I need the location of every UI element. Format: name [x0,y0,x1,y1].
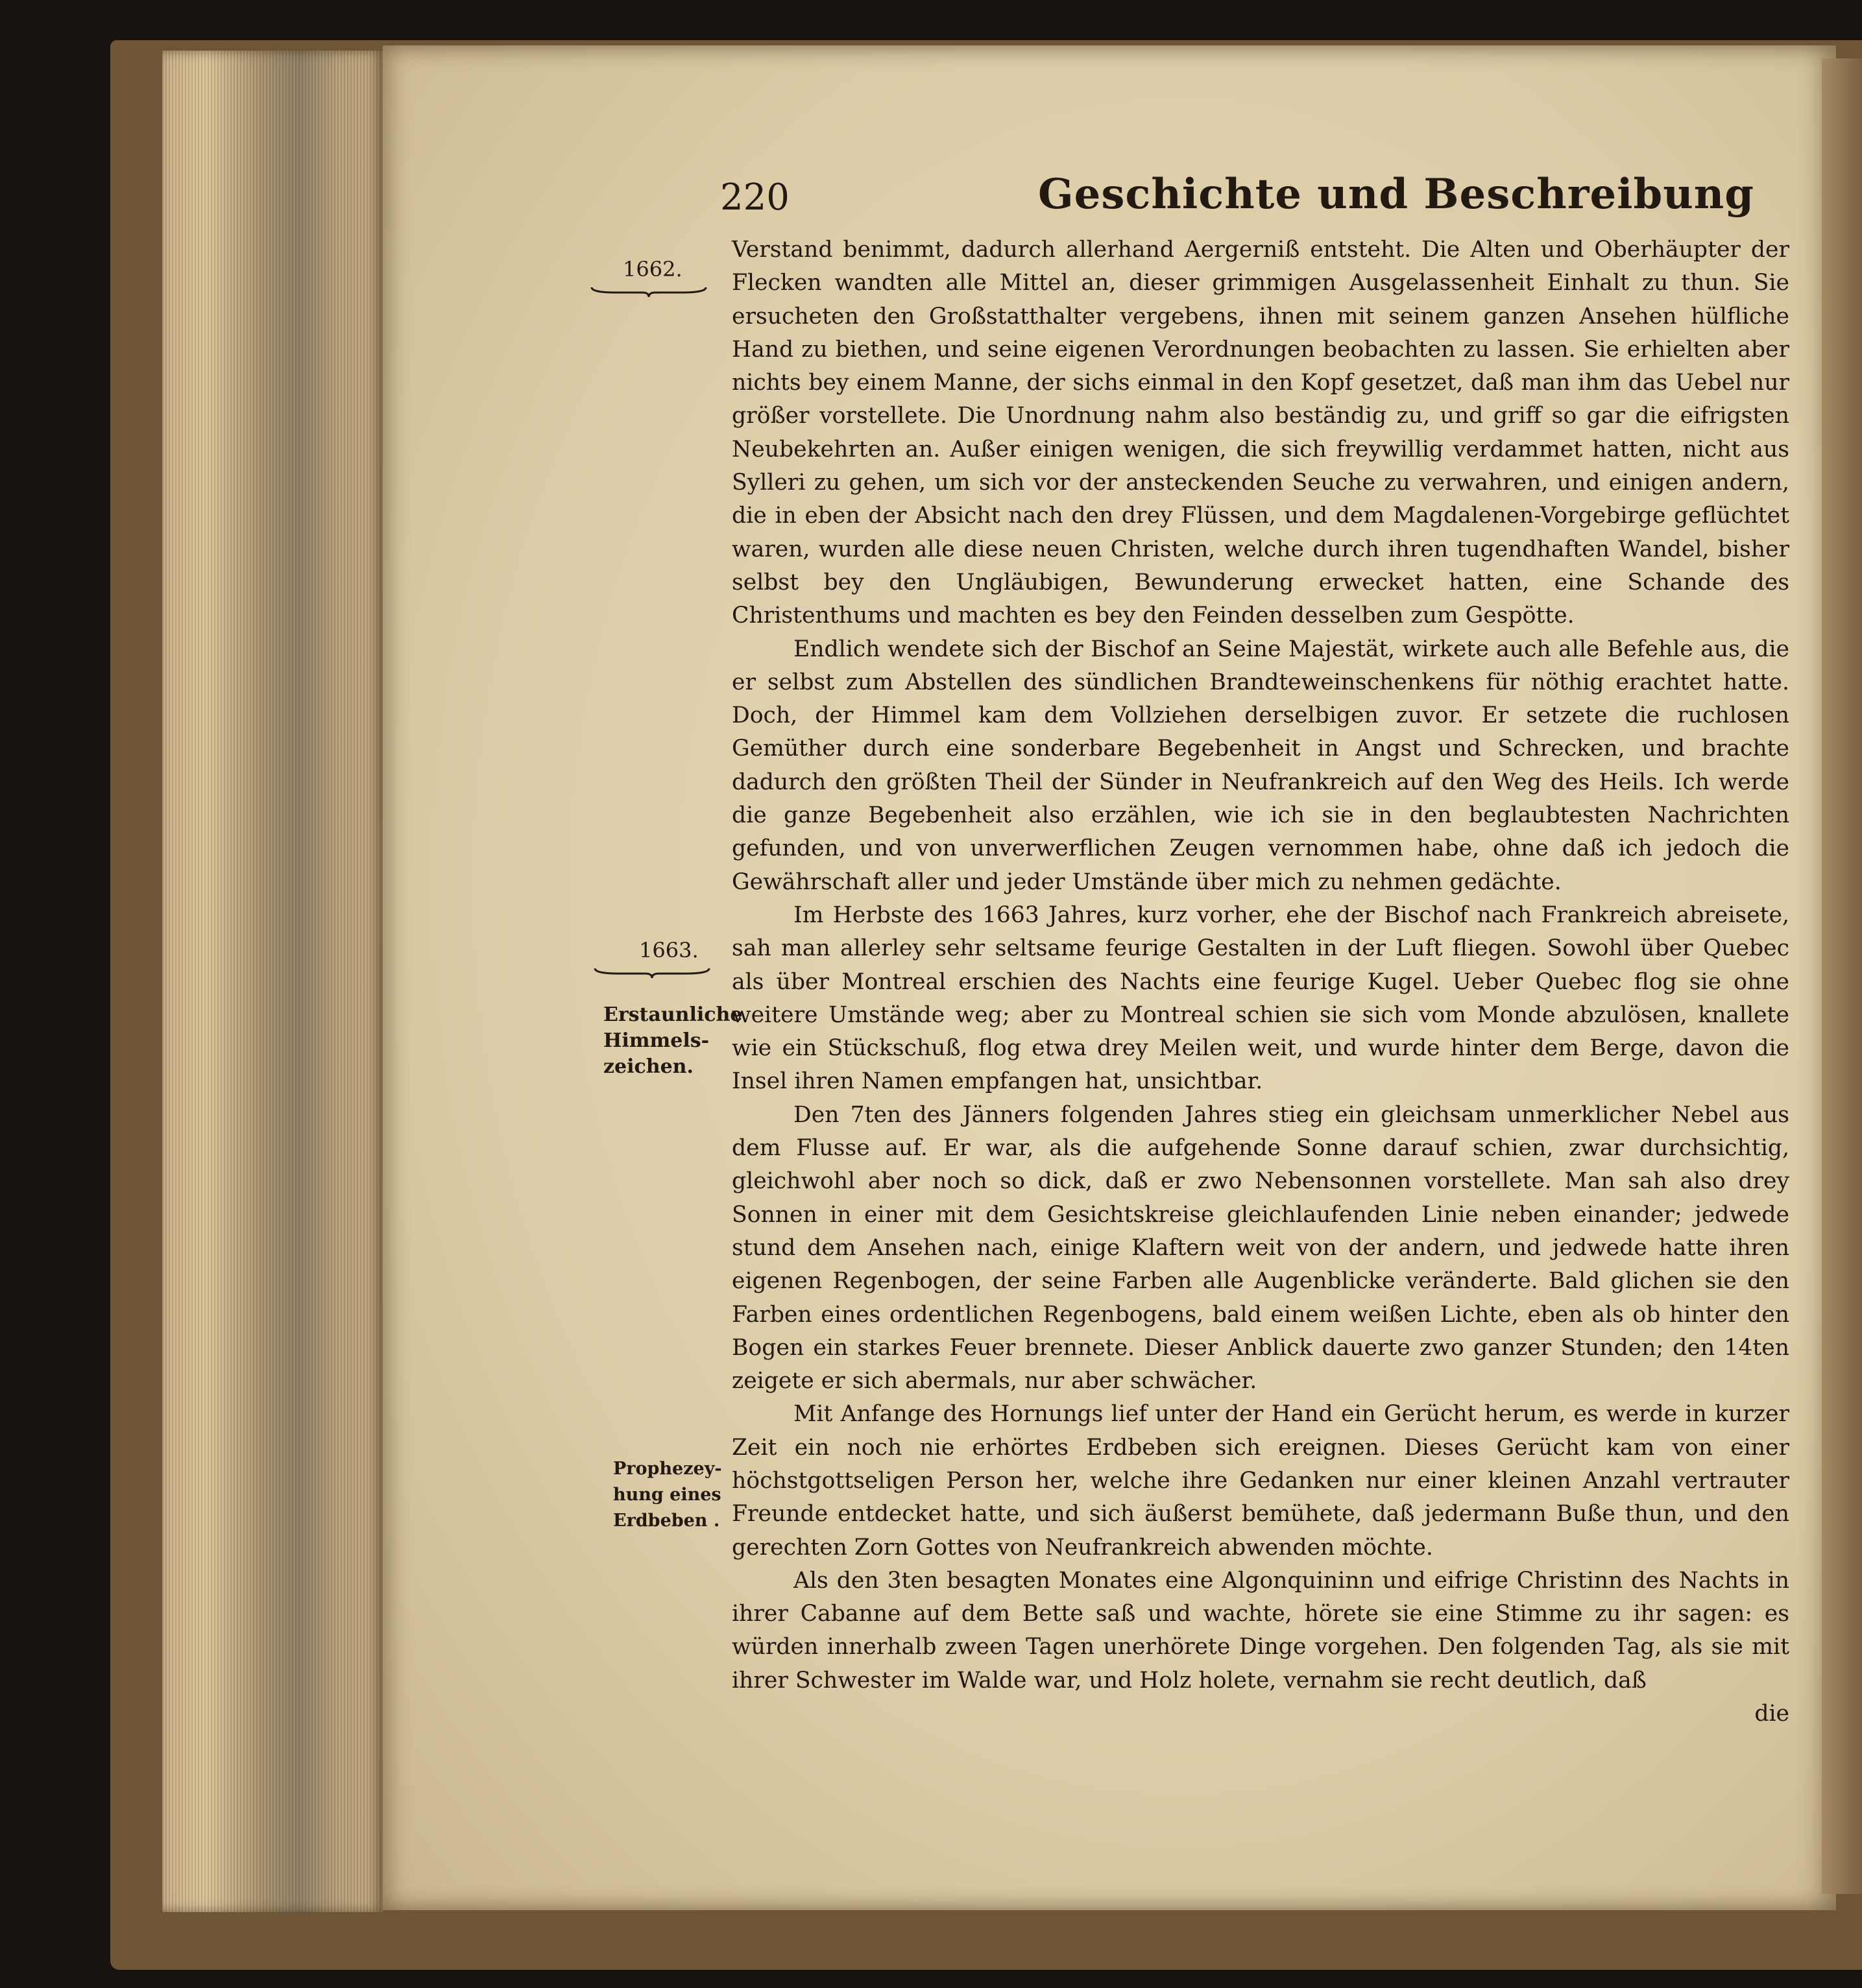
margin-note-line: Prophezey- [613,1459,722,1479]
page-header [720,170,1791,228]
margin-year-1663 [639,937,710,979]
catchword: die [1754,1701,1789,1727]
margin-year-1662 [623,256,707,298]
margin-note-line: Himmels- [603,1029,710,1052]
paragraph: Den 7ten des Jänners folgenden Jahres stieg ein gleichsam unmerklicher Nebel aus dem Flusse auf. Er war, als die aufgehende Sonne darauf schien, zwar durchsichtig, gleichwohl aber noch so dick, daß er zwo Nebensonnen vorstellete. Man sah also drey Sonnen in einer mit dem Gesichtskreise gleichlaufenden Linie neben einander; jedwede stund dem Ansehen nach, einige Klaftern weit von der andern, und jedwede hatte ihren eigenen Regenbogen, der seine Farben alle Augenblicke veränderte. Bald glichen sie den Farben eines ordentlichen Regenbogens, bald einem weißen Lichte, eben als ob hinter den Bogen ein starkes Feuer brennete. Dieser Anblick dauerte zwo ganzer Stunden; den 14ten zeigete er sich abermals, nur aber schwächer. [732,1101,1789,1395]
facing-page-edge [1822,58,1862,1894]
margin-note-line: zeichen. [603,1055,694,1078]
margin-note-line: Erstaunliche [603,1003,743,1026]
page-number: 220 [720,176,790,219]
margin-year: 1662. [623,257,683,281]
brace-icon [594,966,710,979]
margin-note-himmelszeichen [603,1002,742,1080]
paragraph: Mit Anfange des Hornungs lief unter der Hand ein Gerücht herum, es werde in kurzer Zeit ein noch nie erhörtes Erdbeben sich ereignen. Dieses Gerücht kam von einer höchstgottseligen Person her, welche ihre Gedanken nur einer kleinen Anzahl vertrauter Freunde entdecket hatte, und sich äußerst bemühete, daß jedermann Buße thun, und den gerechten Zorn Gottes von Neufrankreich abwenden möchte. [732,1401,1789,1561]
paragraph: Verstand benimmt, dadurch allerhand Aergerniß entsteht. Die Alten und Oberhäupter der Flecken wandten alle Mittel an, dieser grimmigen Ausgelassenheit Einhalt zu thun. Sie ersucheten den Großstatthalter vergebens, ihnen mit seinem ganzen Ansehen hülfliche Hand zu biethen, und seine eigenen Verordnungen beobachten zu lassen. Sie erhielten aber nichts bey einem Manne, der sichs einmal in den Kopf gesetzet, daß man ihm das Uebel nur größer vorstellete. Die Unordnung nahm also beständig zu, und griff so gar die eifrigsten Neubekehrten an. Außer einigen wenigen, die sich freywillig verdammet hatten, nicht aus Sylleri zu gehen, um sich vor der ansteckenden Seuche zu verwahren, und einigen andern, die in eben der Absicht nach den drey Flüssen, und dem Magdalenen-Vorgebirge geflüchtet waren, wurden alle diese neuen Christen, welche durch ihren tugendhaften Wandel, bisher selbst bey den Ungläubigen, Bewunderung erwecket hatten, eine Schande des Christenthums und machten es bey den Feinden desselben zum Gespötte. [732,237,1789,629]
paragraph: Im Herbste des 1663 Jahres, kurz vorher, ehe der Bischof nach Frankreich abreisete, sah man allerley sehr seltsame feurige Gestalten in der Luft fliegen. Sowohl über Quebec als über Montreal erschien des Nachts eine feurige Kugel. Ueber Quebec flog sie ohne weitere Umstände weg; aber zu Montreal schien sie sich vom Monde abzulösen, knallete wie ein Stückschuß, flog etwa drey Meilen weit, und wurde hinter dem Berge, davon die Insel ihren Namen empfangen hat, unsichtbar. [732,902,1789,1095]
paragraph: Als den 3ten besagten Monates eine Algonquininn und eifrige Christinn des Nachts in ihrer Cabanne auf dem Bette saß und wachte, hörete sie eine Stimme zu ihr sagen: es würden innerhalb zween Tagen unerhörete Dinge vorgehen. Den folgenden Tag, als sie mit ihrer Schwester im Walde war, und Holz holete, vernahm sie recht deutlich, daß [732,1567,1789,1694]
page-edges [162,51,383,1912]
margin-year: 1663. [639,938,699,963]
body-text [732,234,1789,1731]
brace-icon [590,285,707,298]
running-title: Geschichte und Beschreibung [1038,170,1755,219]
margin-note-line: Erdbeben . [613,1511,720,1531]
margin-note-erdbeben [613,1456,722,1534]
margin-note-line: hung eines [613,1485,721,1505]
paragraph: Endlich wendete sich der Bischof an Seine Majestät, wirkete auch alle Befehle aus, die er selbst zum Abstellen des sündlichen Brandteweinschenkens für nöthig erachtet hatte. Doch, der Himmel kam dem Vollziehen derselbigen zuvor. Er setzete die ruchlosen Gemüther durch eine sonderbare Begebenheit in Angst und Schrecken, und brachte dadurch den größten Theil der Sünder in Neufrankreich auf den Weg des Heils. Ich werde die ganze Begebenheit also erzählen, wie ich sie in den beglaubtesten Nachrichten gefunden, und von unverwerflichen Zeugen vernommen habe, ohne daß ich jedoch die Gewährschaft aller und jeder Umstände über mich zu nehmen gedächte. [732,636,1789,895]
